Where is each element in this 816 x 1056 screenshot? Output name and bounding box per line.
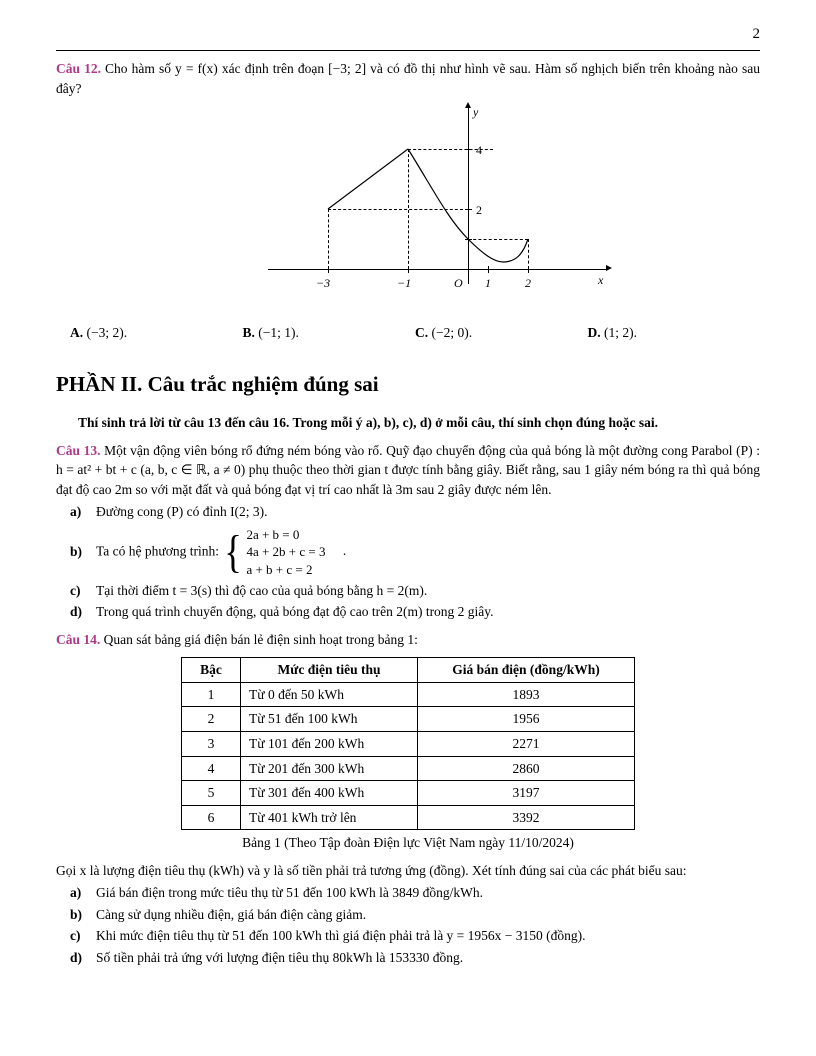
item-marker-b: b) xyxy=(70,544,83,560)
cell-consumption: Từ 101 đến 200 kWh xyxy=(241,731,418,756)
question-13-text xyxy=(56,441,760,500)
question-14-item-a xyxy=(56,883,760,903)
equation-system xyxy=(222,526,325,579)
cell-level: 1 xyxy=(182,682,241,707)
question-13-body: Một vận động viên bóng rổ đứng ném bóng vào rổ. Quỹ đạo chuyển động của quả bóng là một đường cong Parabol (P) : h = at² + bt + c (a, b, c ∈ ℝ, a ≠ 0) phụ thuộc theo thời gian t được tính bằng giây. Biết rằng, sau 1 giây ném bóng ra thì quả bóng đạt độ cao 2m so với mặt đất và quả bóng đạt vị trí cao nhất là 3m sau 2 giây được ném lên. xyxy=(56,442,760,497)
question-14-item-c xyxy=(56,926,760,946)
question-12-answers xyxy=(56,323,760,343)
item-body-d: Trong quá trình chuyển động, quả bóng đạt độ cao trên 2(m) trong 2 giây. xyxy=(96,604,494,620)
cell-consumption: Từ 401 kWh trở lên xyxy=(241,805,418,830)
part-2-instruction: Thí sinh trả lời từ câu 13 đến câu 16. Trong mỗi ý a), b), c), d) ở mỗi câu, thí sinh chọn đúng hoặc sai. xyxy=(78,415,659,431)
table-row xyxy=(182,805,635,830)
item-marker-d: d) xyxy=(70,604,83,620)
price-table-wrapper xyxy=(56,657,760,853)
equation-3: a + b + c = 2 xyxy=(246,562,313,578)
question-14-items xyxy=(56,883,760,967)
question-14-item-b xyxy=(56,905,760,925)
item-body-c: Khi mức điện tiêu thụ từ 51 đến 100 kWh thì giá điện phải trả là y = 1956x − 3150 (đồng). xyxy=(96,928,586,944)
y-tick-label-4: 4 xyxy=(476,143,482,158)
item-body-b xyxy=(96,526,760,579)
page-header-rule xyxy=(56,28,760,51)
x-axis-label: x xyxy=(598,273,604,288)
question-14-label: Câu 14. xyxy=(56,631,101,647)
question-13-item-a xyxy=(56,502,760,522)
question-12-figure xyxy=(56,104,760,309)
item-body-c: Tại thời điểm t = 3(s) thì độ cao của quả bóng bằng h = 2(m). xyxy=(96,582,428,598)
x-tick-label-neg1: −1 xyxy=(397,276,412,291)
cell-price: 2860 xyxy=(418,756,635,781)
section-heading-part-2: PHẦN II. Câu trắc nghiệm đúng sai xyxy=(56,371,379,396)
answer-option-d[interactable] xyxy=(588,323,761,343)
answer-key-a: A. xyxy=(70,325,84,341)
table-header-consumption: Mức điện tiêu thụ xyxy=(241,658,418,683)
question-14-text xyxy=(56,630,760,650)
question-12-text xyxy=(56,59,760,98)
answer-value-c: (−2; 0). xyxy=(431,325,473,341)
table-row xyxy=(182,707,635,732)
cell-price: 1893 xyxy=(418,682,635,707)
table-header-level: Bậc xyxy=(182,658,241,683)
table-header-price: Giá bán điện (đồng/kWh) xyxy=(418,658,635,683)
cell-price: 2271 xyxy=(418,731,635,756)
answer-key-c: C. xyxy=(415,325,429,341)
page-number: 2 xyxy=(752,26,760,42)
question-14-after-table: Gọi x là lượng điện tiêu thụ (kWh) và y là số tiền phải trả tương ứng (đồng). Xét tính đúng sai của các phát biểu sau: xyxy=(56,862,687,878)
cell-consumption: Từ 201 đến 300 kWh xyxy=(241,756,418,781)
question-14-body: Quan sát bảng giá điện bán lẻ điện sinh hoạt trong bảng 1: xyxy=(100,631,418,647)
item-body-b: Càng sử dụng nhiều điện, giá bán điện càng giảm. xyxy=(96,906,367,922)
question-13-item-c xyxy=(56,581,760,601)
cell-consumption: Từ 0 đến 50 kWh xyxy=(241,682,418,707)
item-body-a: Đường cong (P) có đỉnh I(2; 3). xyxy=(96,504,268,520)
answer-key-b: B. xyxy=(242,325,255,341)
answer-key-d: D. xyxy=(587,325,601,341)
answer-option-b[interactable] xyxy=(243,323,416,343)
question-12-label: Câu 12. xyxy=(56,61,101,76)
y-axis-label: y xyxy=(473,105,479,120)
electricity-price-table xyxy=(181,657,635,830)
answer-option-c[interactable] xyxy=(415,323,588,343)
table-row xyxy=(182,756,635,781)
item-body-d: Số tiền phải trả ứng với lượng điện tiêu thụ 80kWh là 153330 đồng. xyxy=(96,950,464,966)
question-13-label: Câu 13. xyxy=(56,442,101,458)
cell-consumption: Từ 51 đến 100 kWh xyxy=(241,707,418,732)
item-marker-d: d) xyxy=(70,950,83,966)
equation-1: 2a + b = 0 xyxy=(246,526,300,542)
table-row xyxy=(182,731,635,756)
cell-consumption: Từ 301 đến 400 kWh xyxy=(241,781,418,806)
y-tick-label-2: 2 xyxy=(476,203,482,218)
question-12-body: Cho hàm số y = f(x) xác định trên đoạn [−3; 2] và có đồ thị như hình vẽ sau. Hàm số nghịch biến trên khoảng nào sau đây? xyxy=(56,61,760,96)
x-tick-label-neg3: −3 xyxy=(316,276,331,291)
function-curve xyxy=(268,104,608,304)
cell-price: 1956 xyxy=(418,707,635,732)
question-13-items xyxy=(56,502,760,621)
table-caption: Bảng 1 (Theo Tập đoàn Điện lực Việt Nam ngày 11/10/2024) xyxy=(242,835,574,851)
table-row xyxy=(182,781,635,806)
origin-label: O xyxy=(454,276,463,291)
equation-2: 4a + 2b + c = 3 xyxy=(246,544,326,560)
x-tick-label-1: 1 xyxy=(485,276,491,291)
cell-level: 2 xyxy=(182,707,241,732)
cell-level: 3 xyxy=(182,731,241,756)
cell-level: 5 xyxy=(182,781,241,806)
question-13-item-b xyxy=(56,526,760,579)
question-13-item-d xyxy=(56,602,760,622)
item-marker-c: c) xyxy=(70,928,81,944)
item-body-a: Giá bán điện trong mức tiêu thụ từ 51 đến 100 kWh là 3849 đồng/kWh. xyxy=(96,885,483,901)
item-b-trailing: . xyxy=(342,543,347,559)
answer-value-b: (−1; 1). xyxy=(258,325,299,341)
item-marker-a: a) xyxy=(70,504,82,520)
item-marker-c: c) xyxy=(70,582,81,598)
item-b-lead: Ta có hệ phương trình: xyxy=(96,543,219,559)
x-tick-label-2: 2 xyxy=(525,276,531,291)
equation-rows xyxy=(246,526,325,579)
table-header-row xyxy=(182,658,635,683)
left-brace-icon: { xyxy=(224,526,243,578)
graph-canvas xyxy=(268,104,608,304)
cell-level: 6 xyxy=(182,805,241,830)
question-14-item-d xyxy=(56,948,760,968)
answer-option-a[interactable] xyxy=(70,323,243,343)
cell-price: 3197 xyxy=(418,781,635,806)
item-marker-b: b) xyxy=(70,906,83,922)
answer-value-a: (−3; 2). xyxy=(86,325,128,341)
item-marker-a: a) xyxy=(70,885,82,901)
cell-level: 4 xyxy=(182,756,241,781)
cell-price: 3392 xyxy=(418,805,635,830)
table-row xyxy=(182,682,635,707)
answer-value-d: (1; 2). xyxy=(604,325,637,341)
